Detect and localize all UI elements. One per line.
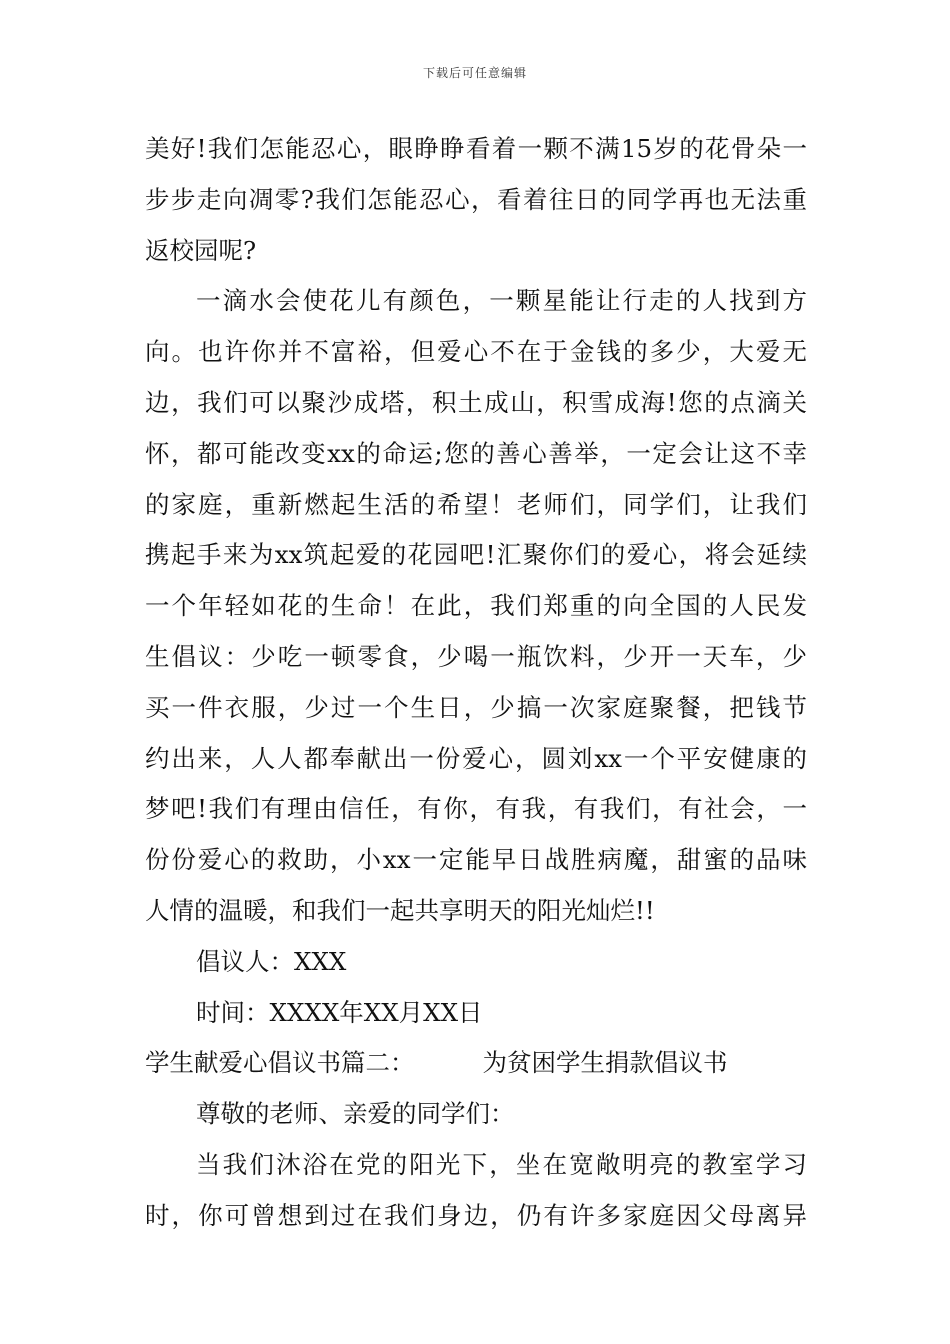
paragraph-2 (145, 276, 807, 936)
text-line: 买一件衣服，少过一个生日，少搞一次家庭聚餐，把钱节 (145, 692, 807, 722)
text-line: 一个年轻如花的生命！在此，我们郑重的向全国的人民发 (145, 591, 807, 621)
paragraph-1 (145, 124, 807, 276)
text-line: 步步走向凋零?我们怎能忍心，看着往日的同学再也无法重 (145, 184, 807, 214)
section-title-left: 学生献爱心倡议书篇二： (145, 1048, 415, 1078)
text-line: 梦吧!我们有理由信任，有你，有我，有我们，有社会，一 (145, 794, 807, 824)
text-line: 时，你可曾想到过在我们身边，仍有许多家庭因父母离异 (145, 1200, 807, 1230)
text-line: 边，我们可以聚沙成塔，积土成山，积雪成海!您的点滴关 (145, 387, 807, 417)
signature-date: 时间：XXXX年XX月XX日 (196, 997, 483, 1027)
text-line: 怀，都可能改变xx的命运;您的善心善举，一定会让这不幸 (145, 438, 807, 468)
text-line: 向。也许你并不富裕，但爱心不在于金钱的多少，大爱无 (145, 337, 807, 367)
text-line: 携起手来为xx筑起爱的花园吧!汇聚你们的爱心，将会延续 (145, 540, 807, 570)
text-line: 生倡议：少吃一顿零食，少喝一瓶饮料，少开一天车，少 (145, 641, 807, 671)
section-title-right: 为贫困学生捐款倡议书 (482, 1048, 728, 1078)
text-line: 一滴水会使花儿有颜色，一颗星能让行走的人找到方 (196, 286, 807, 316)
greeting: 尊敬的老师、亲爱的同学们： (196, 1099, 515, 1129)
text-line: 当我们沐浴在党的阳光下，坐在宽敞明亮的教室学习 (196, 1149, 807, 1179)
text-line: 美好!我们怎能忍心，眼睁睁看着一颗不满15岁的花骨朵一 (145, 134, 807, 163)
signature-initiator: 倡议人：XXX (196, 946, 347, 976)
text-line: 返校园呢? (145, 235, 257, 265)
page-header: 下载后可任意编辑 (422, 66, 527, 80)
text-line: 份份爱心的救助，小xx一定能早日战胜病魔，甜蜜的品味 (145, 845, 807, 875)
section-title (145, 1038, 807, 1089)
paragraph-3 (145, 1140, 807, 1242)
text-line: 的家庭，重新燃起生活的希望！老师们，同学们，让我们 (145, 489, 807, 519)
text-line: 约出来，人人都奉献出一份爱心，圆刘xx一个平安健康的 (145, 743, 807, 773)
document-body (145, 124, 807, 1242)
text-line: 人情的温暖，和我们一起共享明天的阳光灿烂!! (145, 895, 655, 925)
